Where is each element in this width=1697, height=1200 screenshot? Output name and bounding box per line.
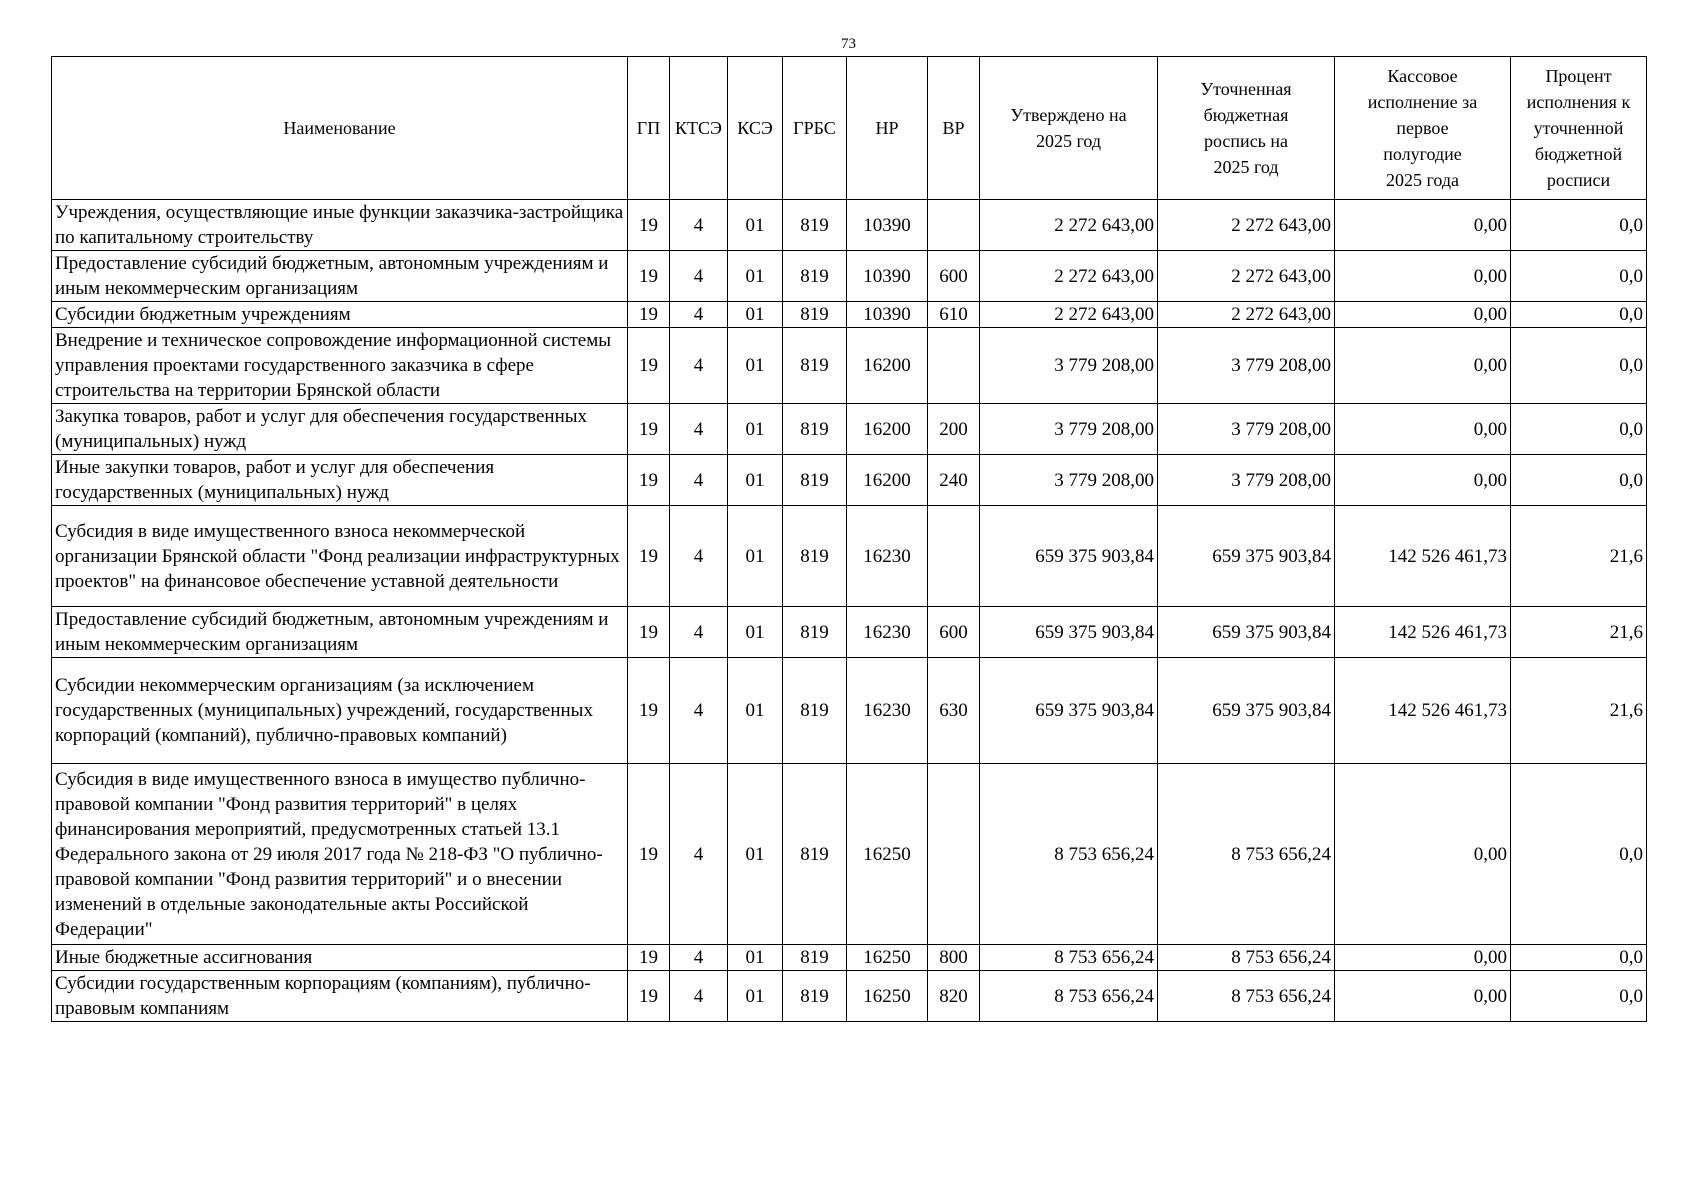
cell-vr: 630 (928, 658, 980, 764)
cell-cash: 0,00 (1335, 200, 1511, 251)
cell-name: Предоставление субсидий бюджетным, автономным учреждениям и иным некоммерческим организациям (52, 607, 628, 658)
cell-nr: 10390 (847, 302, 928, 328)
header-vr: ВР (928, 57, 980, 200)
cell-ktse: 4 (670, 971, 728, 1022)
cell-name: Внедрение и техническое сопровождение информационной системы управления проектами государственного заказчика в сфере строительства на территории Брянской области (52, 328, 628, 404)
budget-table (51, 56, 1647, 1022)
cell-cash: 142 526 461,73 (1335, 506, 1511, 607)
cell-grbs: 819 (783, 455, 847, 506)
cell-ktse: 4 (670, 945, 728, 971)
cell-refined: 2 272 643,00 (1158, 251, 1335, 302)
header-cash: Кассовое исполнение за первое полугодие 2025 года (1335, 57, 1511, 200)
table-row (52, 251, 1647, 302)
cell-kse: 01 (728, 945, 783, 971)
cell-grbs: 819 (783, 251, 847, 302)
cell-nr: 16250 (847, 764, 928, 945)
cell-vr: 600 (928, 607, 980, 658)
cell-name: Субсидии бюджетным учреждениям (52, 302, 628, 328)
cell-percent: 21,6 (1511, 658, 1647, 764)
cell-refined: 8 753 656,24 (1158, 764, 1335, 945)
cell-percent: 0,0 (1511, 971, 1647, 1022)
header-name: Наименование (52, 57, 628, 200)
cell-gp: 19 (628, 200, 670, 251)
header-percent: Процент исполнения к уточненной бюджетной росписи (1511, 57, 1647, 200)
cell-gp: 19 (628, 328, 670, 404)
cell-vr: 800 (928, 945, 980, 971)
cell-gp: 19 (628, 971, 670, 1022)
page-number: 73 (841, 36, 856, 52)
cell-cash: 142 526 461,73 (1335, 607, 1511, 658)
cell-ktse: 4 (670, 455, 728, 506)
cell-grbs: 819 (783, 658, 847, 764)
cell-cash: 0,00 (1335, 455, 1511, 506)
cell-nr: 16230 (847, 607, 928, 658)
cell-kse: 01 (728, 455, 783, 506)
table-row (52, 971, 1647, 1022)
table-row (52, 200, 1647, 251)
cell-kse: 01 (728, 607, 783, 658)
cell-gp: 19 (628, 506, 670, 607)
cell-nr: 16200 (847, 455, 928, 506)
table-row (52, 328, 1647, 404)
cell-percent: 0,0 (1511, 302, 1647, 328)
table-row (52, 404, 1647, 455)
cell-ktse: 4 (670, 607, 728, 658)
cell-approved: 2 272 643,00 (980, 302, 1158, 328)
cell-kse: 01 (728, 404, 783, 455)
cell-name: Субсидия в виде имущественного взноса в имущество публично-правовой компании "Фонд развития территорий" в целях финансирования мероприятий, предусмотренных статьей 13.1 Федерального закона от 29 июля 2017 года № 218-ФЗ "О публично-правовой компании "Фонд развития территорий" и о внесении изменений в отдельные законодательные акты Российской Федерации" (52, 764, 628, 945)
cell-name: Предоставление субсидий бюджетным, автономным учреждениям и иным некоммерческим организациям (52, 251, 628, 302)
cell-ktse: 4 (670, 328, 728, 404)
cell-approved: 659 375 903,84 (980, 658, 1158, 764)
cell-vr (928, 200, 980, 251)
cell-grbs: 819 (783, 764, 847, 945)
cell-ktse: 4 (670, 404, 728, 455)
cell-vr: 610 (928, 302, 980, 328)
cell-grbs: 819 (783, 328, 847, 404)
header-nr: НР (847, 57, 928, 200)
cell-refined: 659 375 903,84 (1158, 607, 1335, 658)
cell-nr: 16200 (847, 328, 928, 404)
cell-cash: 0,00 (1335, 404, 1511, 455)
cell-kse: 01 (728, 200, 783, 251)
cell-vr (928, 506, 980, 607)
header-grbs: ГРБС (783, 57, 847, 200)
cell-refined: 8 753 656,24 (1158, 971, 1335, 1022)
cell-cash: 0,00 (1335, 251, 1511, 302)
cell-gp: 19 (628, 607, 670, 658)
cell-refined: 2 272 643,00 (1158, 200, 1335, 251)
cell-name: Иные закупки товаров, работ и услуг для обеспечения государственных (муниципальных) нужд (52, 455, 628, 506)
cell-kse: 01 (728, 658, 783, 764)
cell-nr: 10390 (847, 251, 928, 302)
table-row (52, 764, 1647, 945)
cell-cash: 0,00 (1335, 945, 1511, 971)
cell-name: Субсидия в виде имущественного взноса некоммерческой организации Брянской области "Фонд реализации инфраструктурных проектов" на финансовое обеспечение уставной деятельности (52, 506, 628, 607)
cell-nr: 16200 (847, 404, 928, 455)
cell-vr: 820 (928, 971, 980, 1022)
table-row (52, 302, 1647, 328)
cell-kse: 01 (728, 971, 783, 1022)
cell-cash: 0,00 (1335, 764, 1511, 945)
cell-gp: 19 (628, 404, 670, 455)
cell-grbs: 819 (783, 945, 847, 971)
cell-approved: 8 753 656,24 (980, 945, 1158, 971)
cell-cash: 0,00 (1335, 328, 1511, 404)
cell-kse: 01 (728, 251, 783, 302)
table-row (52, 455, 1647, 506)
cell-nr: 16230 (847, 658, 928, 764)
cell-kse: 01 (728, 764, 783, 945)
cell-approved: 2 272 643,00 (980, 200, 1158, 251)
cell-vr (928, 328, 980, 404)
cell-approved: 3 779 208,00 (980, 328, 1158, 404)
cell-grbs: 819 (783, 302, 847, 328)
cell-approved: 3 779 208,00 (980, 455, 1158, 506)
cell-gp: 19 (628, 945, 670, 971)
cell-name: Закупка товаров, работ и услуг для обеспечения государственных (муниципальных) нужд (52, 404, 628, 455)
cell-approved: 659 375 903,84 (980, 506, 1158, 607)
cell-ktse: 4 (670, 506, 728, 607)
cell-percent: 0,0 (1511, 404, 1647, 455)
cell-vr: 240 (928, 455, 980, 506)
cell-vr: 600 (928, 251, 980, 302)
cell-ktse: 4 (670, 764, 728, 945)
cell-percent: 0,0 (1511, 328, 1647, 404)
cell-percent: 0,0 (1511, 251, 1647, 302)
cell-gp: 19 (628, 302, 670, 328)
cell-ktse: 4 (670, 658, 728, 764)
cell-vr: 200 (928, 404, 980, 455)
cell-approved: 8 753 656,24 (980, 764, 1158, 945)
cell-approved: 659 375 903,84 (980, 607, 1158, 658)
cell-gp: 19 (628, 658, 670, 764)
cell-cash: 0,00 (1335, 971, 1511, 1022)
table-row (52, 945, 1647, 971)
cell-refined: 3 779 208,00 (1158, 455, 1335, 506)
table-row (52, 506, 1647, 607)
cell-percent: 21,6 (1511, 506, 1647, 607)
cell-refined: 2 272 643,00 (1158, 302, 1335, 328)
cell-grbs: 819 (783, 607, 847, 658)
cell-percent: 21,6 (1511, 607, 1647, 658)
cell-percent: 0,0 (1511, 945, 1647, 971)
cell-kse: 01 (728, 328, 783, 404)
cell-grbs: 819 (783, 404, 847, 455)
cell-gp: 19 (628, 764, 670, 945)
cell-kse: 01 (728, 302, 783, 328)
cell-nr: 10390 (847, 200, 928, 251)
cell-ktse: 4 (670, 302, 728, 328)
cell-ktse: 4 (670, 251, 728, 302)
cell-gp: 19 (628, 251, 670, 302)
header-ktse: КТСЭ (670, 57, 728, 200)
cell-nr: 16250 (847, 945, 928, 971)
cell-refined: 3 779 208,00 (1158, 404, 1335, 455)
table-row (52, 607, 1647, 658)
header-gp: ГП (628, 57, 670, 200)
header-kse: КСЭ (728, 57, 783, 200)
cell-refined: 659 375 903,84 (1158, 658, 1335, 764)
cell-nr: 16250 (847, 971, 928, 1022)
cell-refined: 8 753 656,24 (1158, 945, 1335, 971)
cell-approved: 8 753 656,24 (980, 971, 1158, 1022)
cell-approved: 2 272 643,00 (980, 251, 1158, 302)
cell-name: Иные бюджетные ассигнования (52, 945, 628, 971)
cell-nr: 16230 (847, 506, 928, 607)
table-row (52, 658, 1647, 764)
cell-name: Субсидии государственным корпорациям (компаниям), публично-правовым компаниям (52, 971, 628, 1022)
cell-kse: 01 (728, 506, 783, 607)
cell-grbs: 819 (783, 506, 847, 607)
cell-refined: 659 375 903,84 (1158, 506, 1335, 607)
cell-refined: 3 779 208,00 (1158, 328, 1335, 404)
cell-grbs: 819 (783, 971, 847, 1022)
cell-name: Учреждения, осуществляющие иные функции заказчика-застройщика по капитальному строительству (52, 200, 628, 251)
cell-grbs: 819 (783, 200, 847, 251)
cell-cash: 142 526 461,73 (1335, 658, 1511, 764)
table-header-row (52, 57, 1647, 200)
cell-cash: 0,00 (1335, 302, 1511, 328)
cell-percent: 0,0 (1511, 455, 1647, 506)
cell-ktse: 4 (670, 200, 728, 251)
cell-name: Субсидии некоммерческим организациям (за исключением государственных (муниципальных) учреждений, государственных корпораций (компаний), публично-правовых компаний) (52, 658, 628, 764)
header-refined: Уточненная бюджетная роспись на 2025 год (1158, 57, 1335, 200)
header-approved: Утверждено на 2025 год (980, 57, 1158, 200)
cell-vr (928, 764, 980, 945)
cell-percent: 0,0 (1511, 200, 1647, 251)
cell-approved: 3 779 208,00 (980, 404, 1158, 455)
cell-percent: 0,0 (1511, 764, 1647, 945)
cell-gp: 19 (628, 455, 670, 506)
